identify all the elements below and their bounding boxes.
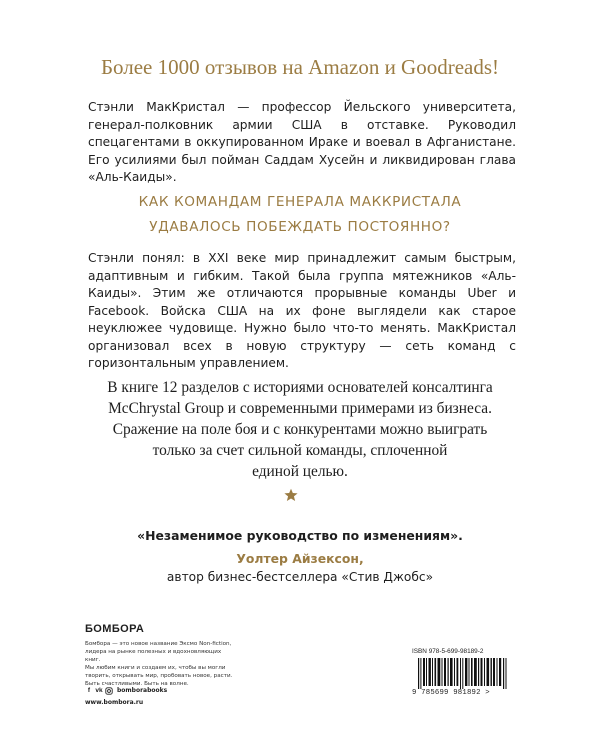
vk-icon[interactable]: vk [95, 686, 103, 694]
summary-line-3: Сражение на поле боя и с конкурентами можно выиграть [112, 421, 488, 438]
publisher-description-line: Бомбора — это новое название Эксмо Non-fiction, [85, 641, 232, 647]
publisher-logo: БОМБОРА [85, 623, 145, 635]
star-icon [284, 488, 298, 502]
endorsement-quote: «Незаменимое руководство по изменениям». [137, 528, 463, 543]
publisher-website[interactable]: www.bombora.ru [85, 699, 144, 706]
social-handle[interactable]: bomborabooks [117, 687, 168, 694]
isbn: ISBN 978-5-699-98189-2 [412, 648, 484, 655]
barcode-digits: 9 785699 981892 > [412, 689, 490, 697]
social-links [85, 686, 167, 695]
barcode-bars [418, 658, 508, 689]
key-question [0, 190, 600, 240]
summary-line-2: McChrystal Group и современными примерами из бизнеса. [108, 400, 492, 417]
key-question-line-1: КАК КОМАНДАМ ГЕНЕРАЛА МАККРИСТАЛА [138, 194, 462, 210]
barcode [412, 658, 516, 698]
instagram-icon[interactable] [105, 687, 113, 695]
book-summary [75, 377, 525, 482]
summary-line-1: В книге 12 разделов с историями основателей консалтинга [107, 379, 493, 396]
author-bio: Стэнли МакКристал — профессор Йельского университета, генерал-полковник армии США в отставке. Руководил спецагентами в оккупированном Ираке и воевал в Афганистане. Его усилиями был пойман Саддам Хусейн и ликвидирован глава «Аль-Каиды». [88, 100, 516, 184]
publisher-description-line: творить, открывать мир, пробовать новое, расти. [85, 673, 233, 679]
endorsement-author-name: Уолтер Айзексон, [236, 551, 364, 566]
summary-line-5: единой целью. [252, 463, 348, 480]
publisher-description [85, 640, 235, 688]
headline: Более 1000 отзывов на Amazon и Goodreads! [100, 55, 500, 79]
endorsement-author-description: автор бизнес-бестселлера «Стив Джобс» [166, 570, 434, 584]
publisher-description-line: Быть счастливыми. Быть на волне. [85, 681, 189, 687]
publisher-description-line: лидера на рынке полезных и вдохновляющих книг. [85, 649, 222, 663]
facebook-icon[interactable]: f [87, 686, 91, 694]
summary-line-4: только за счет сильной команды, сплоченной [152, 442, 448, 459]
story-paragraph: Стэнли понял: в XXI веке мир принадлежит самым быстрым, адаптивным и гибким. Такой была группа мятежников «Аль-Каиды». Этим же отличаются прорывные команды Uber и Facebook. Войска США на их фоне выглядели как старое неуклюжее чудовище. Нужно было что-то менять. МакКристал организовал всех в новую структуру — сеть команд с горизонтальным управлением. [88, 251, 516, 370]
key-question-line-2: УДАВАЛОСЬ ПОБЕЖДАТЬ ПОСТОЯННО? [149, 219, 451, 235]
publisher-description-line: Мы любим книги и создаем их, чтобы вы могли [85, 665, 226, 671]
